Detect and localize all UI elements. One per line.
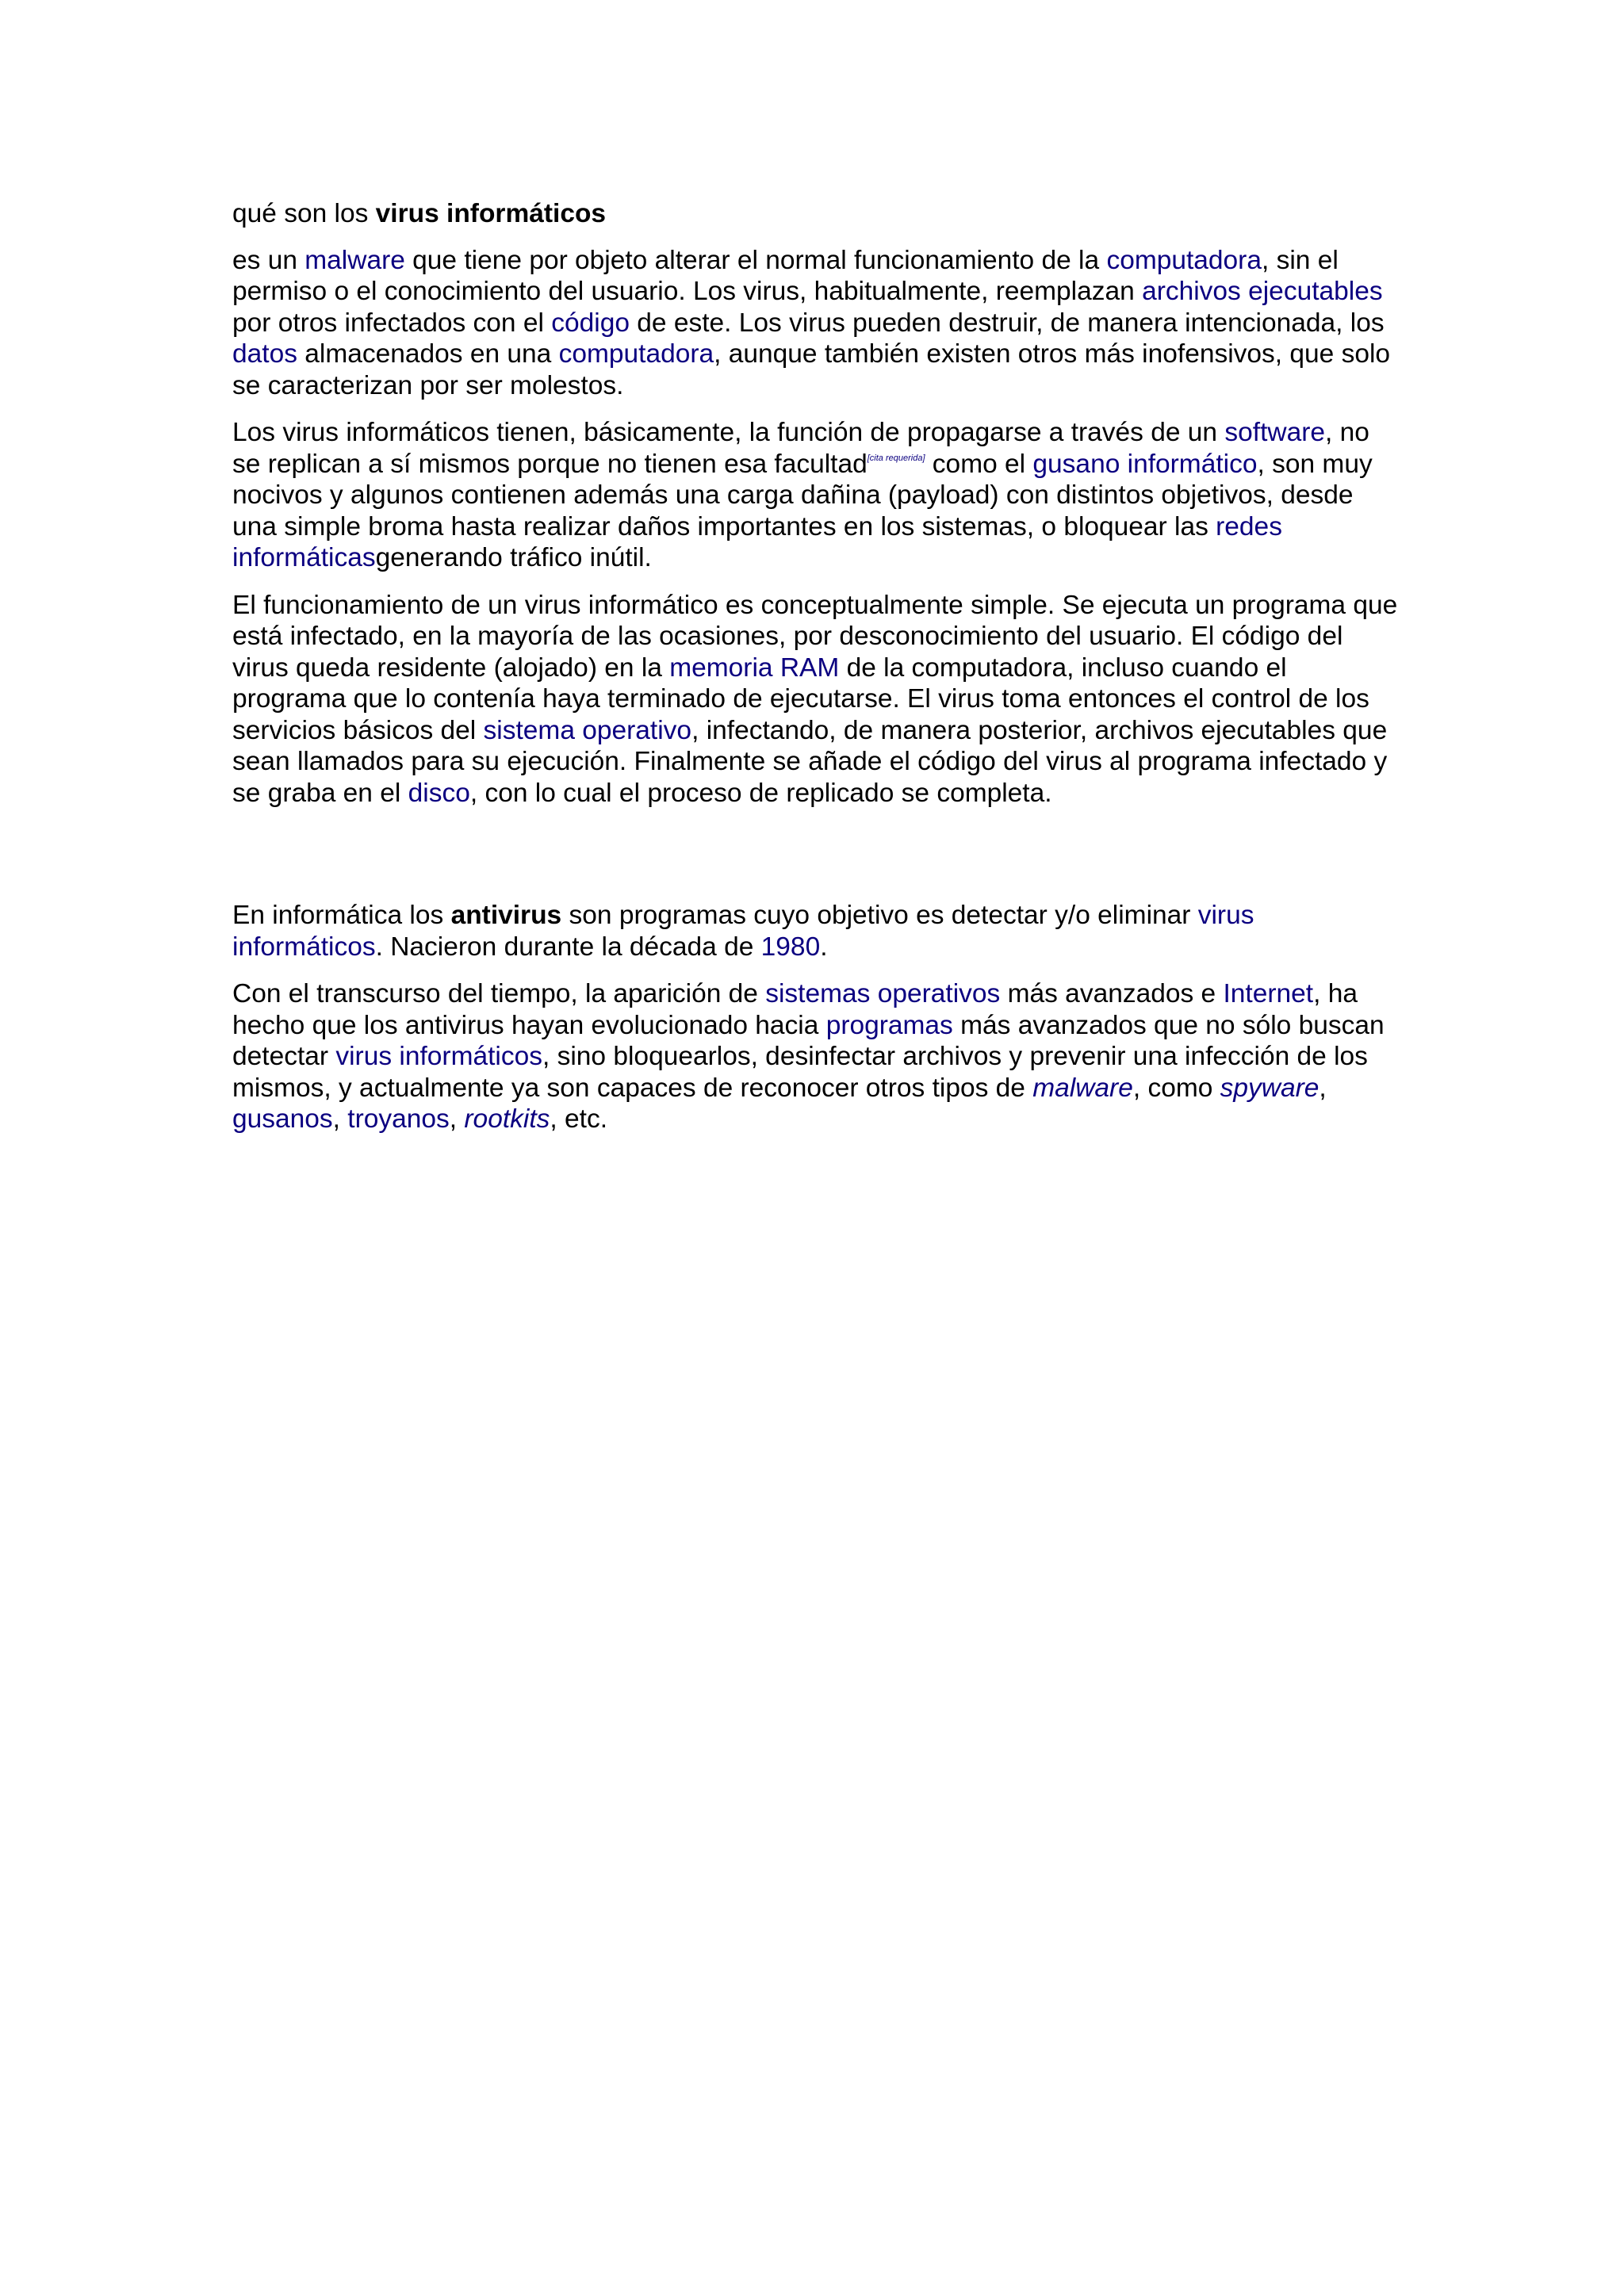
citation-needed[interactable]: [cita requerida] <box>867 453 925 463</box>
link-computadora[interactable]: computadora <box>1106 245 1262 275</box>
link-programas[interactable]: programas <box>825 1010 953 1040</box>
paragraph-virus-function: Los virus informáticos tienen, básicamente, la función de propagarse a través de un software, no se replican a sí mismos porque no tienen esa facultad[cita requerida] como el gusano informático, son muy nocivos y algunos contienen además una carga dañina (payload) con distintos objetivos, desde una simple broma hasta realizar daños importantes en los sistemas, o bloquear las redes informáticasgenerando tráfico inútil. <box>232 418 1373 572</box>
link-sistemas-operativos[interactable]: sistemas operativos <box>765 979 1001 1008</box>
link-malware[interactable]: malware <box>304 245 405 275</box>
link-internet[interactable]: Internet <box>1223 979 1314 1008</box>
paragraph-antivirus-definition: En informática los antivirus son programas cuyo objetivo es detectar y/o eliminar virus informáticos. Nacieron durante la década de 1980. <box>232 901 1254 962</box>
title-bold: virus informáticos <box>375 199 607 228</box>
link-gusanos[interactable]: gusanos <box>232 1104 333 1134</box>
antivirus-bold: antivirus <box>450 901 562 930</box>
link-virus-informaticos-2[interactable]: virus informáticos <box>335 1042 542 1071</box>
link-rootkits[interactable]: rootkits <box>464 1104 550 1134</box>
link-codigo[interactable]: código <box>551 308 630 338</box>
link-virus-informaticos[interactable]: virus informáticos <box>232 901 1254 962</box>
link-redes-informaticas[interactable]: redes informáticas <box>232 511 1282 572</box>
document-page <box>232 198 1398 1151</box>
document-title: qué son los virus informáticos <box>232 199 607 228</box>
paragraph-antivirus-evolution: Con el transcurso del tiempo, la aparición de sistemas operativos más avanzados e Internet, ha hecho que los antivirus hayan evolucionado hacia programas más avanzados que no sólo buscan detectar virus informáticos, sino bloquearlos, desinfectar archivos y prevenir una infección de los mismos, y actualmente ya son capaces de reconocer otros tipos de malware, como spyware, gusanos, troyanos, rootkits, etc. <box>232 979 1385 1134</box>
link-malware-2[interactable]: malware <box>1032 1073 1133 1103</box>
link-software[interactable]: software <box>1224 418 1325 447</box>
link-disco[interactable]: disco <box>408 778 470 808</box>
link-troyanos[interactable]: troyanos <box>347 1104 450 1134</box>
link-gusano-informatico[interactable]: gusano informático <box>1032 449 1258 479</box>
paragraph-virus-operation: El funcionamiento de un virus informático es conceptualmente simple. Se ejecuta un programa que está infectado, en la mayoría de las ocasiones, por desconocimiento del usuario. El código del virus queda residente (alojado) en la memoria RAM de la computadora, incluso cuando el programa que lo contenía haya terminado de ejecutarse. El virus toma entonces el control de los servicios básicos del sistema operativo, infectando, de manera posterior, archivos ejecutables que sean llamados para su ejecución. Finalmente se añade el código del virus al programa infectado y se graba en el disco, con lo cual el proceso de replicado se completa. <box>232 590 1398 808</box>
link-archivos-ejecutables[interactable]: archivos ejecutables <box>1142 277 1383 306</box>
link-memoria-ram[interactable]: memoria RAM <box>669 652 840 683</box>
paragraph-virus-definition: es un malware que tiene por objeto alterar el normal funcionamiento de la computadora, sin el permiso o el conocimiento del usuario. Los virus, habitualmente, reemplazan archivos ejecutables por otros infectados con el código de este. Los virus pueden destruir, de manera intencionada, los datos almacenados en una computadora, aunque también existen otros más inofensivos, que solo se caracterizan por ser molestos. <box>232 245 1391 400</box>
link-datos[interactable]: datos <box>232 339 297 369</box>
link-computadora-2[interactable]: computadora <box>558 339 714 369</box>
link-1980[interactable]: 1980 <box>760 932 821 962</box>
link-sistema-operativo[interactable]: sistema operativo <box>483 715 692 745</box>
section-gap <box>232 825 1398 900</box>
link-spyware[interactable]: spyware <box>1220 1073 1320 1103</box>
